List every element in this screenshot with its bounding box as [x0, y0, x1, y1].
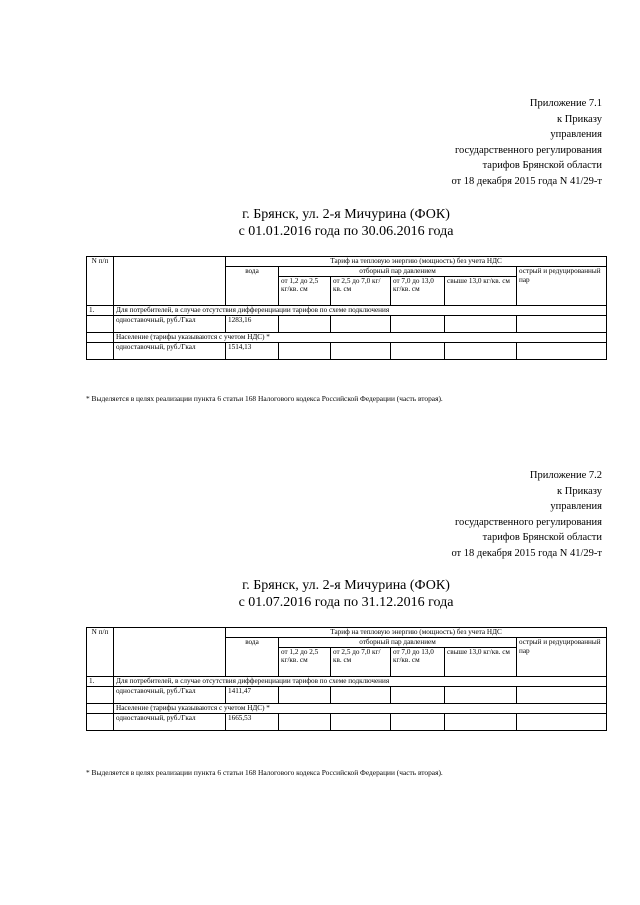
header-pressure: от 2,5 до 7,0 кг/кв. см	[331, 276, 391, 305]
header-num: N п/п	[87, 628, 114, 677]
footnote-2: * Выделяется в целях реализации пункта 6 статьи 168 Налогового кодекса Российской Федерации (часть вторая).	[86, 768, 443, 777]
header-main: Тариф на тепловую энергию (мощность) без учета НДС	[226, 257, 607, 267]
header-pressure: от 2,5 до 7,0 кг/кв. см	[331, 647, 391, 676]
header-pressure: от 7,0 до 13,0 кг/кв. см	[391, 276, 445, 305]
appendix-line: государственного регулирования	[454, 516, 602, 528]
cell-empty	[87, 342, 114, 359]
header-acute-steam: острый и редуцированный пар	[517, 637, 607, 676]
appendix-line: к Приказу	[557, 485, 602, 497]
appendix-line: управления	[550, 129, 602, 141]
cell-empty	[279, 713, 331, 730]
title-period: с 01.07.2016 года по 31.12.2016 года	[238, 595, 454, 610]
header-steam: отборный пар давлением	[279, 266, 517, 276]
cell-empty	[517, 686, 607, 703]
header-pressure: свыше 13,0 кг/кв. см	[445, 276, 517, 305]
appendix-line: к Приказу	[557, 113, 602, 125]
appendix-line: управления	[550, 501, 602, 513]
cell-empty	[445, 686, 517, 703]
cell-empty	[87, 703, 114, 713]
document-title-2	[0, 577, 640, 611]
cell-empty	[391, 686, 445, 703]
appendix-line: тарифов Брянской области	[482, 532, 602, 544]
cell-empty	[391, 713, 445, 730]
appendix-header-1	[451, 96, 602, 190]
appendix-line: государственного регулирования	[454, 144, 602, 156]
section-label: Население (тарифы указываются с учетом НДС) *	[114, 332, 607, 342]
cell-empty	[279, 315, 331, 332]
row-label: одноставочный, руб./Гкал	[114, 713, 226, 730]
header-pressure: от 1,2 до 2,5 кг/кв. см	[279, 276, 331, 305]
title-period: с 01.01.2016 года по 30.06.2016 года	[238, 224, 454, 239]
row-label: одноставочный, руб./Гкал	[114, 686, 226, 703]
appendix-line: Приложение 7.1	[529, 98, 602, 109]
cell-value: 1411,47	[226, 686, 279, 703]
header-acute-steam: острый и редуцированный пар	[517, 266, 607, 305]
cell-empty	[445, 315, 517, 332]
header-pressure: свыше 13,0 кг/кв. см	[445, 647, 517, 676]
header-pressure: от 1,2 до 2,5 кг/кв. см	[279, 647, 331, 676]
header-main: Тариф на тепловую энергию (мощность) без учета НДС	[226, 628, 607, 638]
document-title-1	[0, 206, 640, 240]
row-num: 1.	[87, 676, 114, 686]
cell-value: 1514,13	[226, 342, 279, 359]
header-water: вода	[226, 637, 279, 676]
cell-empty	[279, 342, 331, 359]
cell-empty	[331, 713, 391, 730]
title-address: г. Брянск, ул. 2-я Мичурина (ФОК)	[242, 207, 450, 222]
header-blank	[114, 628, 226, 677]
cell-empty	[445, 342, 517, 359]
cell-value: 1283,16	[226, 315, 279, 332]
cell-empty	[87, 332, 114, 342]
appendix-line: Приложение 7.2	[529, 470, 602, 481]
cell-empty	[391, 315, 445, 332]
header-num: N п/п	[87, 257, 114, 306]
title-address: г. Брянск, ул. 2-я Мичурина (ФОК)	[242, 578, 450, 593]
header-water: вода	[226, 266, 279, 305]
cell-empty	[517, 342, 607, 359]
row-num: 1.	[87, 305, 114, 315]
cell-empty	[331, 342, 391, 359]
row-label: одноставочный, руб./Гкал	[114, 315, 226, 332]
cell-empty	[87, 686, 114, 703]
appendix-line: от 18 декабря 2015 года N 41/29-т	[451, 547, 602, 559]
cell-empty	[87, 315, 114, 332]
cell-empty	[517, 713, 607, 730]
header-pressure: от 7,0 до 13,0 кг/кв. см	[391, 647, 445, 676]
section-label: Для потребителей, в случае отсутствия дифференциации тарифов по схеме подключения	[114, 305, 607, 315]
appendix-line: тарифов Брянской области	[482, 160, 602, 172]
tariff-table-1	[86, 256, 607, 360]
header-blank	[114, 257, 226, 306]
cell-empty	[87, 713, 114, 730]
footnote-1: * Выделяется в целях реализации пункта 6 статьи 168 Налогового кодекса Российской Федерации (часть вторая).	[86, 394, 443, 403]
cell-empty	[331, 315, 391, 332]
cell-empty	[445, 713, 517, 730]
cell-empty	[517, 315, 607, 332]
appendix-line: от 18 декабря 2015 года N 41/29-т	[451, 175, 602, 187]
appendix-header-2	[451, 468, 602, 562]
cell-value: 1665,53	[226, 713, 279, 730]
cell-empty	[279, 686, 331, 703]
tariff-table-2	[86, 627, 607, 731]
header-steam: отборный пар давлением	[279, 637, 517, 647]
section-label: Для потребителей, в случае отсутствия дифференциации тарифов по схеме подключения	[114, 676, 607, 686]
row-label: одноставочный, руб./Гкал	[114, 342, 226, 359]
section-label: Население (тарифы указываются с учетом НДС) *	[114, 703, 607, 713]
cell-empty	[391, 342, 445, 359]
cell-empty	[331, 686, 391, 703]
